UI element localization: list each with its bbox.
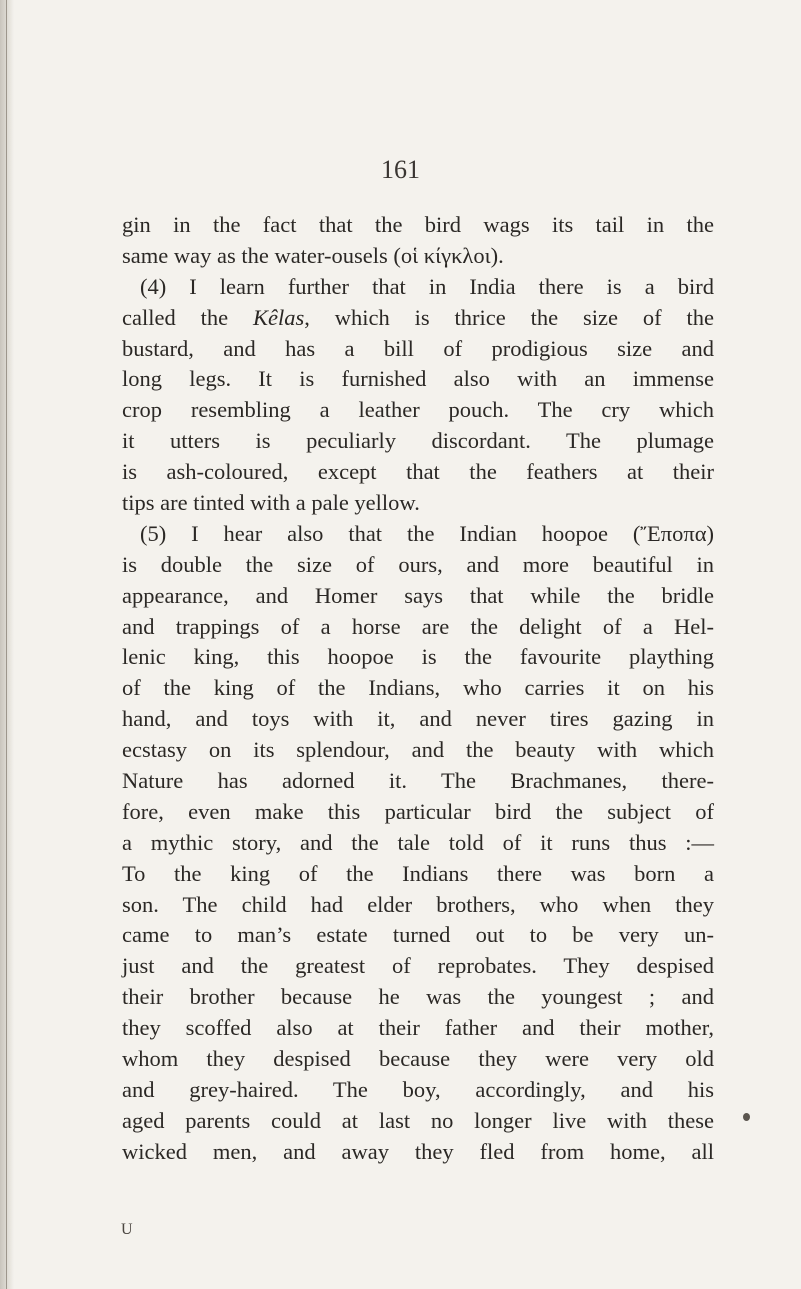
text-line: and trappings of a horse are the delight of a Hel- <box>122 613 714 639</box>
text-line: is ash-coloured, except that the feathers at their <box>122 459 714 485</box>
text-line: lenic king, this hoopoe is the favourite plaything <box>122 644 714 670</box>
text-line: whom they despised because they were very old <box>122 1046 714 1072</box>
text-line: son. The child had elder brothers, who when they <box>122 891 714 917</box>
text-line: hand, and toys with it, and never tires gazing in <box>122 706 714 732</box>
italic-term: Kêlas <box>252 304 305 330</box>
text-line: ecstasy on its splendour, and the beauty with which <box>122 737 714 763</box>
text-line: Nature has adorned it. The Brachmanes, there- <box>122 768 714 794</box>
signature-mark: U <box>121 1221 133 1238</box>
text-line: appearance, and Homer says that while the bridle <box>122 582 714 608</box>
body-text <box>122 210 714 1168</box>
gutter-line <box>6 0 7 1289</box>
text-line: it utters is peculiarly discordant. The plumage <box>122 428 714 454</box>
text-line: just and the greatest of reprobates. They despised <box>122 953 714 979</box>
text-line: came to man’s estate turned out to be very un- <box>122 922 714 948</box>
page-gutter <box>0 0 14 1289</box>
text-line: they scoffed also at their father and their mother, <box>122 1015 714 1041</box>
text-line <box>122 303 714 334</box>
text-line: crop resembling a leather pouch. The cry which <box>122 397 714 423</box>
text-line: long legs. It is furnished also with an immense <box>122 366 714 392</box>
page-number: 161 <box>381 155 420 184</box>
text-line: To the king of the Indians there was born a <box>122 860 714 886</box>
text-line: wicked men, and away they fled from home, all <box>122 1138 714 1164</box>
text-line: is double the size of ours, and more beautiful in <box>122 551 714 577</box>
text-line: aged parents could at last no longer live with these <box>122 1107 714 1133</box>
text-line: bustard, and has a bill of prodigious size and <box>122 335 714 361</box>
text-line: same way as the water-ousels (οἱ κίγκλοι). <box>122 242 504 268</box>
text-line: a mythic story, and the tale told of it runs thus :— <box>122 829 714 855</box>
text-line: and grey-haired. The boy, accordingly, and his <box>122 1076 714 1102</box>
text-line: fore, even make this particular bird the subject of <box>122 798 714 824</box>
text-line: (4) I learn further that in India there is a bird <box>140 273 714 299</box>
text-line: (5) I hear also that the Indian hoopoe (Ἔποπα) <box>140 520 714 546</box>
ink-speck <box>743 1113 750 1121</box>
text-fragment: , which is thrice the size of the <box>304 304 714 330</box>
text-line: gin in the fact that the bird wags its tail in the <box>122 212 714 237</box>
text-line: tips are tinted with a pale yellow. <box>122 490 420 516</box>
text-line: their brother because he was the youngest ; and <box>122 984 714 1010</box>
text-line: of the king of the Indians, who carries it on his <box>122 675 714 701</box>
text-fragment: called the <box>122 304 253 330</box>
